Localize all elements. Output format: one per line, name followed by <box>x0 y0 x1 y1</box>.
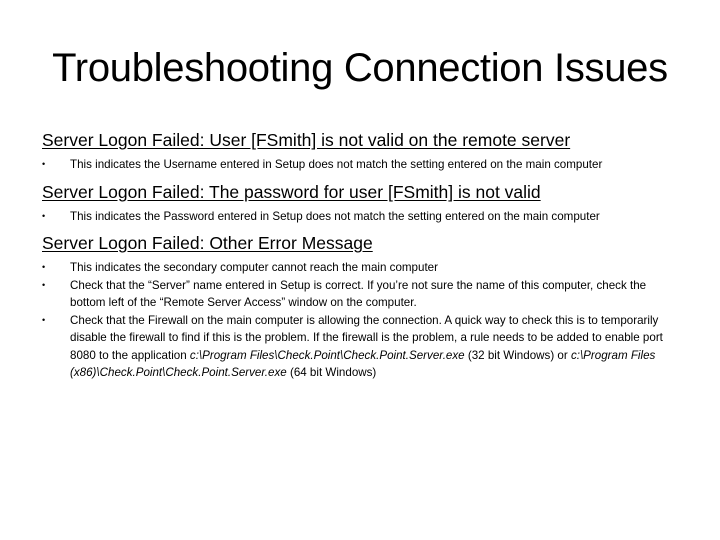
bullet-icon: • <box>42 159 46 169</box>
bullet-item <box>42 277 682 312</box>
bullet-icon: • <box>42 210 46 221</box>
section-heading: Server Logon Failed: The password for user [FSmith] is not valid <box>42 181 541 202</box>
section-heading: Server Logon Failed: Other Error Message <box>42 233 373 253</box>
bullet-text-part: Check that the Firewall on the main computer is allowing the connection. A quick way to check this is to temporarily disable the firewall to find if this is the problem. If the firewall is the problem, a rule needs to be added to enable port 8080 to the application <box>70 313 663 362</box>
bullet-item <box>42 312 682 382</box>
bullet-list <box>42 208 682 226</box>
bullet-text-part: (64 bit Windows) <box>286 366 377 379</box>
bullet-icon: • <box>42 262 46 272</box>
bullet-text <box>70 314 663 380</box>
bullet-text: This indicates the Username entered in Setup does not match the setting entered on the main computer <box>70 158 603 171</box>
file-path-64bit: c:\Program Files (x86)\Check.Point\Check.Point.Server.exe <box>70 348 656 379</box>
bullet-icon: • <box>42 314 46 325</box>
bullet-text: Check that the “Server” name entered in Setup is correct. If you’re not sure the name of this computer, check the bottom left of the “Remote Server Access” window on the computer. <box>70 278 647 309</box>
file-path-32bit: c:\Program Files\Check.Point\Check.Point.Server.exe <box>189 348 465 362</box>
bullet-item <box>42 259 682 277</box>
section-password-not-valid <box>42 180 682 226</box>
bullet-icon: • <box>42 279 46 290</box>
slide-title: Troubleshooting Connection Issues <box>52 46 668 90</box>
bullet-text: This indicates the secondary computer cannot reach the main computer <box>70 261 438 274</box>
bullet-list <box>42 259 682 382</box>
bullet-list <box>42 156 682 174</box>
section-heading: Server Logon Failed: User [FSmith] is not valid on the remote server <box>42 130 571 150</box>
bullet-item <box>42 156 682 174</box>
bullet-text: This indicates the Password entered in Setup does not match the setting entered on the main computer <box>70 209 600 223</box>
bullet-text-part: (32 bit Windows) or <box>464 348 571 362</box>
section-user-not-valid <box>42 128 682 174</box>
bullet-item <box>42 208 682 226</box>
slide-content <box>42 128 682 382</box>
section-other-error <box>42 231 682 382</box>
